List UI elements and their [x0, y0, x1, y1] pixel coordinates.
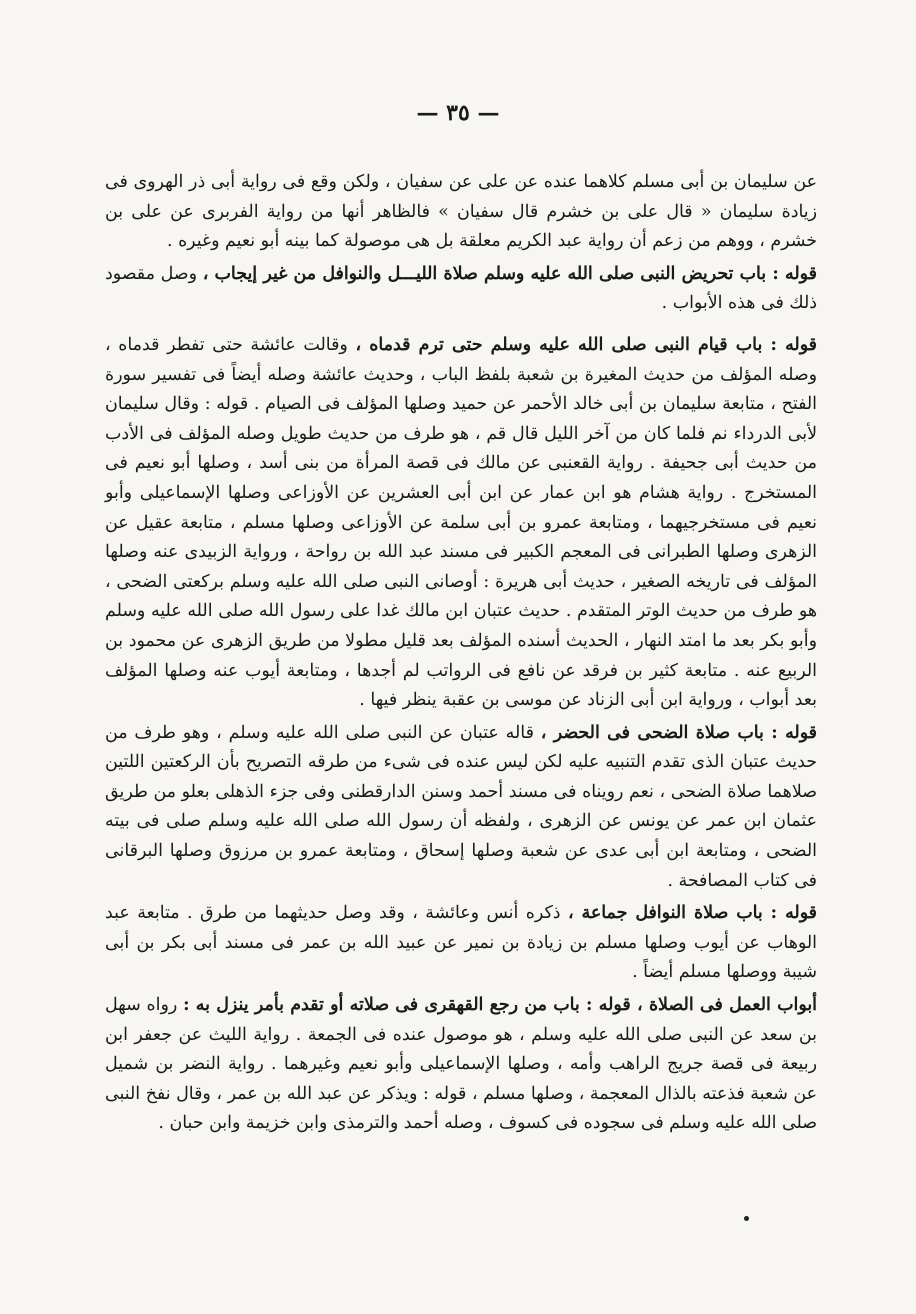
paragraph-2: [105, 260, 817, 319]
paragraph-text: رواه سهل بن سعد عن النبى صلى الله عليه وسلم ، هو موصول عنده فى الجمعة . رواية الليث عن جعفر ابن ربيعة فى قصة جريج الراهب وأمه ، وصلها الإسماعيلى وأبو نعيم وغيرهما . رواية النضر بن شميل عن شعبة فذعته بالذال المعجمة ، وصلها مسلم ، قوله : ويذكر عن عبد الله بن عمر ، وقال نفخ النبى صلى الله عليه وسلم فى سجوده فى كسوف ، وصله أحمد والترمذى وابن خزيمة وابن حبان .: [105, 995, 817, 1134]
section-heading: قوله : باب صلاة النوافل جماعة ،: [567, 903, 817, 924]
paragraph-6: [105, 991, 817, 1139]
paragraph-4: [105, 719, 817, 897]
paragraph-text: ذكره أنس وعائشة ، وقد وصل حديثهما من طرق . متابعة عبد الوهاب عن أيوب وصلها مسلم بن زيادة بن نمير عن عبيد الله بن عمر فى مسند أبى بكر بن أبى شيبة ووصلها مسلم أيضاً .: [105, 903, 817, 983]
paragraph-text: وقالت عائشة حتى تفطر قدماه ، وصله المؤلف من حديث المغيرة بن شعبة بلفظ الباب ، وحديث عائشة وصله أيضاً فى تفسير سورة الفتح ، متابعة سليمان بن أبى خالد الأحمر عن حميد وصلها المؤلف فى الصيام . قوله : وقال سليمان لأبى الدرداء نم فلما كان من آخر الليل قال قم ، هو طرف من حديث طويل وصله المؤلف فى الأدب من حديث أبى جحيفة . رواية القعنبى عن مالك فى قصة المرأة من بنى أسد ، وصلها أبو نعيم فى المستخرج . رواية هشام هو ابن عمار عن ابن أبى العشرين عن الأوزاعى وصلها الإسماعيلى وأبو نعيم فى مستخرجيهما ، ومتابعة عمرو بن أبى سلمة عن الأوزاعى وصلها مسلم ، متابعة عقيل عن الزهرى وصلها الطبرانى فى المعجم الكبير فى مسند عبد الله بن رواحة ، ورواية الزبيدى عنه وصلها المؤلف فى تاريخه الصغير ، حديث أبى هريرة : أوصانى النبى صلى الله عليه وسلم بركعتى الضحى ، هو طرف من حديث الوتر المتقدم . حديث عتبان ابن مالك غدا على رسول الله صلى الله عليه وسلم وأبو بكر بعد ما امتد النهار ، الحديث أسنده المؤلف بعد قليل مطولا من طريق الزهرى عن محمود بن الربيع عنه . متابعة كثير بن فرقد عن نافع فى الرواتب لم أجدها ، ومتابعة أيوب عنه وصلها المؤلف بعد أبواب ، ورواية ابن أبى الزناد عن موسى بن عقبة ينظر فيها .: [105, 334, 817, 711]
page-number: — ٣٥ —: [416, 100, 500, 126]
paragraph-text: قاله عتبان عن النبى صلى الله عليه وسلم ، وهو طرف من حديث عتبان الذى تقدم التنبيه عليه لكن ليس عنده فى شىء من طرقه التصريح بأن الركعتين اللتين صلاهما صلاة الضحى ، نعم رويناه فى مسند أحمد وسنن الدارقطنى وفى جزء الذهلى بعلو من طريق عثمان ابن عمر عن يونس عن الزهرى ، ولفظه أن رسول الله صلى الله عليه وسلم صلى فى بيته الضحى ، ومتابعة ابن أبى عدى عن شعبة وصلها إسحاق ، ومتابعة عمرو بن مرزوق وصلها البرقانى فى كتاب المصافحة .: [105, 722, 817, 891]
paragraph-5: [105, 899, 817, 988]
page-mark-dot: [744, 1216, 749, 1221]
paragraph-3: [105, 331, 817, 716]
paragraph-text: عن سليمان بن أبى مسلم كلاهما عنده عن على عن سفيان ، ولكن وقع فى رواية أبى ذر الهروى فى زيادة سليمان « قال على بن خشرم قال سفيان » فالظاهر أنها من رواية الفربرى عن على بن خشرم ، ووهم من زعم أن رواية عبد الكريم معلقة بل هى موصولة كما بينه أبو نعيم وغيره .: [105, 172, 817, 252]
section-heading: قوله : باب صلاة الضحى فى الحضر ،: [540, 722, 817, 743]
paragraph-text: وصل مقصود ذلك فى هذه الأبواب .: [105, 263, 817, 314]
main-text: [105, 168, 817, 1142]
section-heading: قوله : باب تحريض النبى صلى الله عليه وسلم صلاة الليـــل والنوافل من غير إيجاب ،: [202, 263, 817, 284]
section-heading: قوله : باب قيام النبى صلى الله عليه وسلم حتى ترم قدماه ،: [355, 334, 817, 355]
section-heading: أبواب العمل فى الصلاة ، قوله : باب من رجع القهقرى فى صلاته أو تقدم بأمر ينزل به :: [183, 995, 817, 1016]
paragraph-1: [105, 168, 817, 257]
